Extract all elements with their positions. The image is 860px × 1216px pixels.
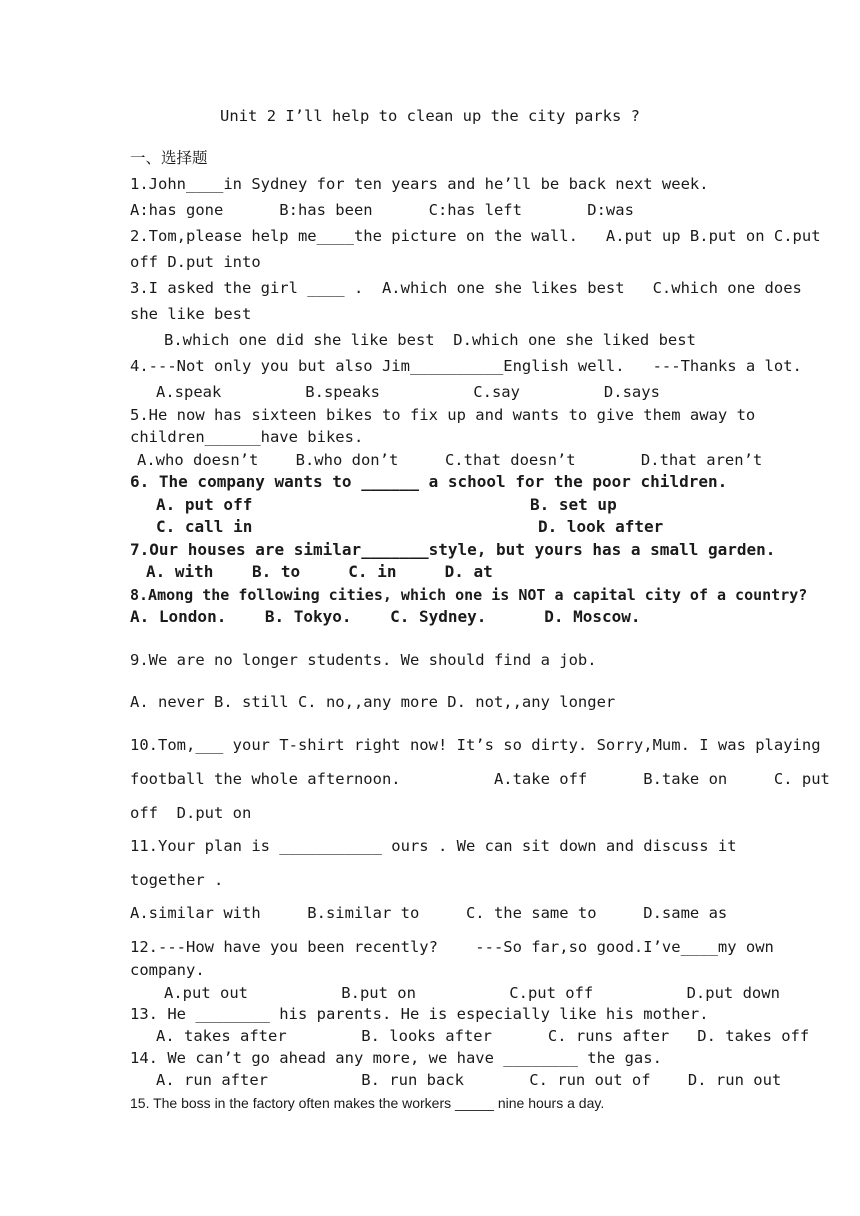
question-10-cont: football the whole afternoon. A.take off B.take on C. put bbox=[130, 770, 830, 788]
question-14-options: A. run after B. run back C. run out of D. run out bbox=[156, 1071, 782, 1089]
question-2-cont: off D.put into bbox=[130, 253, 261, 271]
question-6-option-c: C. call in bbox=[156, 517, 253, 536]
question-3: 3.I asked the girl ____ . A.which one she likes best C.which one does bbox=[130, 279, 802, 297]
question-6: 6. The company wants to ______ a school for the poor children. bbox=[130, 472, 728, 491]
question-5: 5.He now has sixteen bikes to fix up and wants to give them away to bbox=[130, 406, 756, 424]
question-7-options: A. with B. to C. in D. at bbox=[146, 562, 493, 581]
question-11-cont: together . bbox=[130, 871, 224, 889]
question-13: 13. He ________ his parents. He is especially like his mother. bbox=[130, 1005, 709, 1023]
question-11-options: A.similar with B.similar to C. the same to D.same as bbox=[130, 904, 728, 922]
question-10-options: off D.put on bbox=[130, 804, 252, 822]
question-7: 7.Our houses are similar_______style, but yours has a small garden. bbox=[130, 540, 776, 559]
question-9: 9.We are no longer students. We should find a job. bbox=[130, 651, 597, 669]
question-15: 15. The boss in the factory often makes the workers _____ nine hours a day. bbox=[130, 1095, 605, 1111]
question-3-options: B.which one did she like best D.which one she liked best bbox=[164, 331, 696, 349]
question-6-option-d: D. look after bbox=[538, 517, 664, 536]
section-heading: 一、选择题 bbox=[130, 149, 208, 167]
question-12: 12.---How have you been recently? ---So far,so good.I’ve____my own bbox=[130, 938, 774, 956]
question-4: 4.---Not only you but also Jim__________English well. ---Thanks a lot. bbox=[130, 357, 802, 375]
question-13-options: A. takes after B. looks after C. runs after D. takes off bbox=[156, 1027, 810, 1045]
question-4-options: A.speak B.speaks C.say D.says bbox=[156, 383, 660, 401]
question-2: 2.Tom,please help me____the picture on the wall. A.put up B.put on C.put bbox=[130, 227, 821, 245]
document-title: Unit 2 I’ll help to clean up the city parks ? bbox=[220, 107, 640, 125]
question-5-options: A.who doesn’t B.who don’t C.that doesn’t D.that aren’t bbox=[137, 451, 763, 469]
question-10: 10.Tom,___ your T-shirt right now! It’s so dirty. Sorry,Mum. I was playing bbox=[130, 736, 821, 754]
question-12-options: A.put out B.put on C.put off D.put down bbox=[164, 984, 780, 1002]
question-3-cont: she like best bbox=[130, 305, 252, 323]
question-6-option-a: A. put off bbox=[156, 495, 253, 514]
question-1: 1.John____in Sydney for ten years and he’ll be back next week. bbox=[130, 175, 709, 193]
question-5-cont: children______have bikes. bbox=[130, 428, 364, 446]
question-11: 11.Your plan is ___________ ours . We can sit down and discuss it bbox=[130, 837, 737, 855]
question-9-options: A. never B. still C. no,,any more D. not,,any longer bbox=[130, 693, 616, 711]
question-6-option-b: B. set up bbox=[530, 495, 617, 514]
question-8: 8.Among the following cities, which one is NOT a capital city of a country? bbox=[130, 586, 808, 604]
question-14: 14. We can’t go ahead any more, we have ________ the gas. bbox=[130, 1049, 662, 1067]
question-1-options: A:has gone B:has been C:has left D:was bbox=[130, 201, 634, 219]
question-12-cont: company. bbox=[130, 961, 205, 979]
question-8-options: A. London. B. Tokyo. C. Sydney. D. Moscow. bbox=[130, 607, 641, 626]
